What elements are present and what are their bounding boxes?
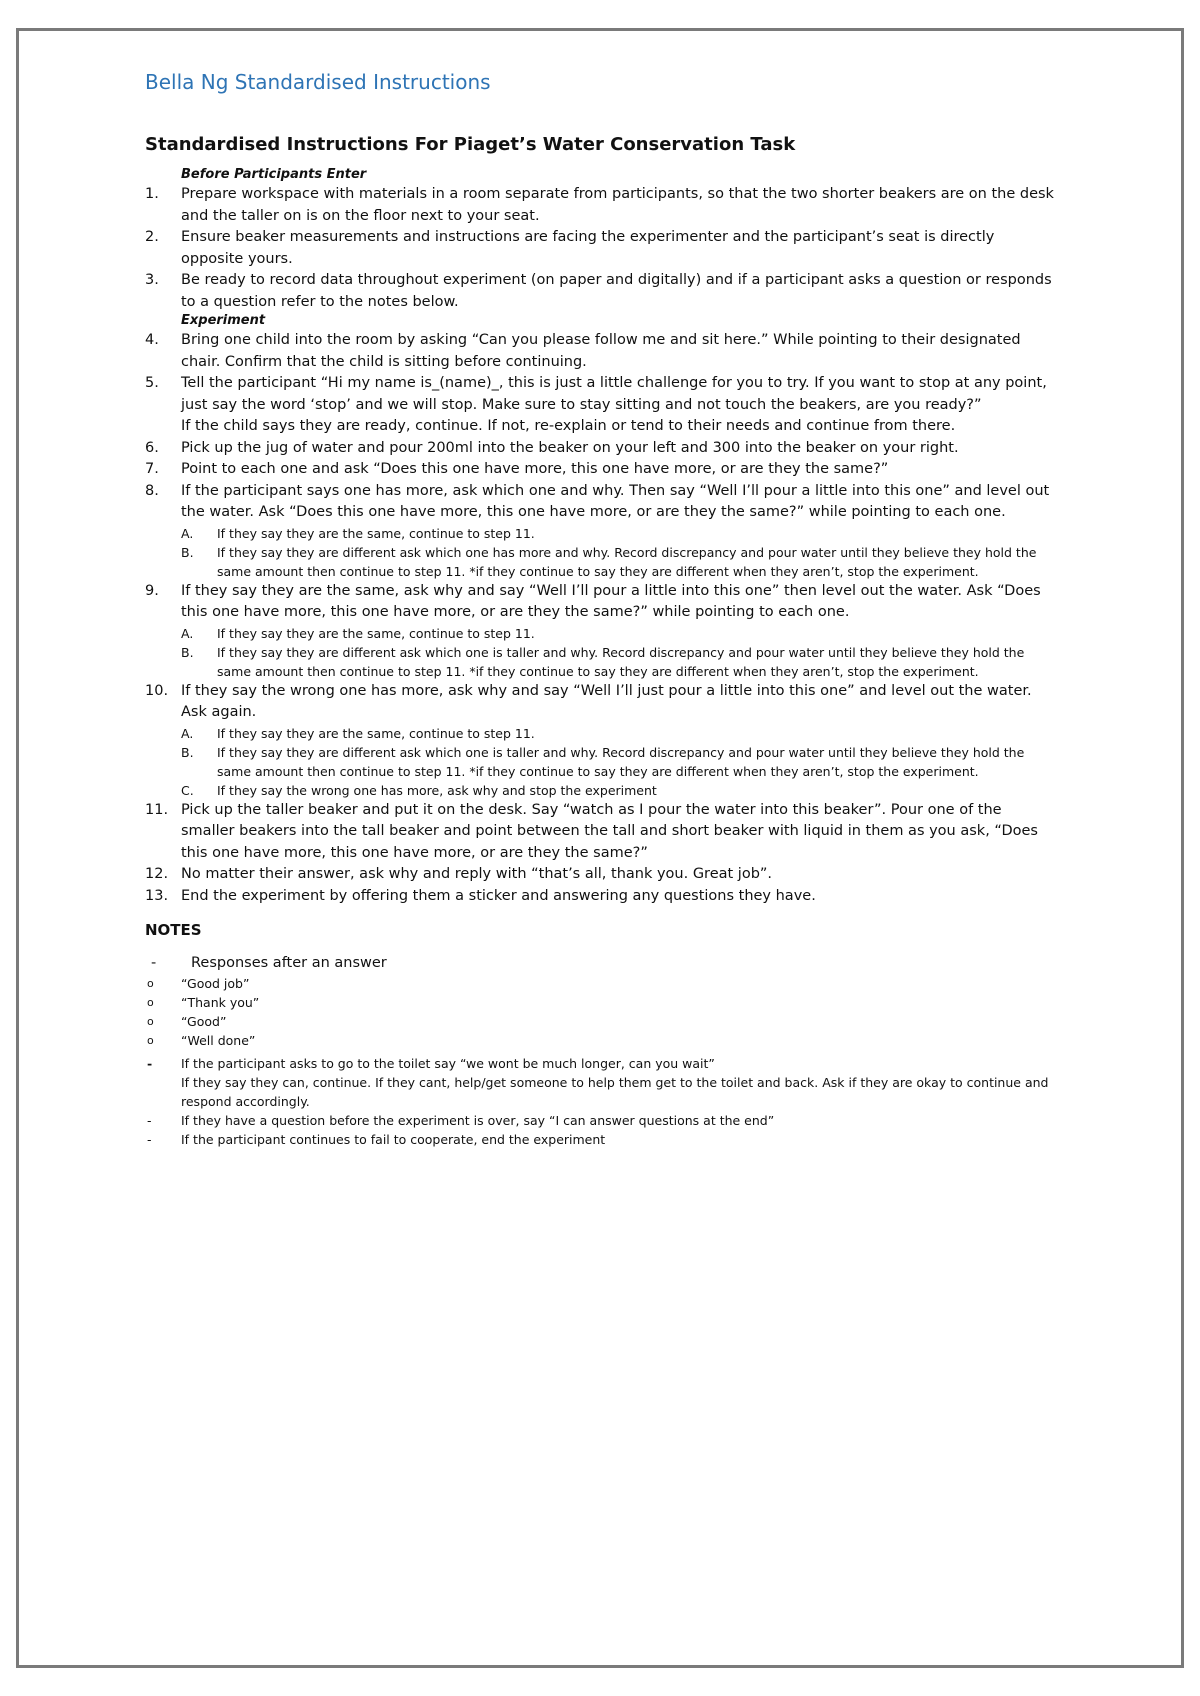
document-title: Standardised Instructions For Piaget’s Water Conservation Task [145, 134, 796, 155]
step-9 [145, 581, 1055, 624]
step-text: Bring one child into the room by asking “Can you please follow me and sit here.” While pointing to their designated chair. Confirm that the child is sitting before continuing. [181, 332, 1021, 370]
note-text: If the participant continues to fail to cooperate, end the experiment [181, 1132, 606, 1147]
note-text: Responses after an answer [191, 955, 387, 971]
step-text: Be ready to record data throughout experiment (on paper and digitally) and if a participant asks a question or responds to a question refer to the notes below. [181, 272, 1052, 310]
note-responses [145, 953, 1055, 974]
dash-bullet: - [147, 1056, 153, 1071]
step-10 [145, 681, 1055, 724]
step-12 [145, 864, 1055, 886]
dash-bullet: - [147, 1113, 152, 1128]
step-text: Point to each one and ask “Does this one have more, this one have more, or are they the same?” [181, 461, 889, 477]
note-text: If the participant asks to go to the toilet say “we wont be much longer, can you wait” [181, 1056, 715, 1071]
response-item [145, 1012, 1055, 1031]
step-text: If they say the wrong one has more, ask why and say “Well I’ll just pour a little into this one” and level out the water. Ask again. [181, 682, 1032, 720]
document-header: Bella Ng Standardised Instructions [145, 70, 491, 94]
circle-bullet-icon: o [147, 1015, 154, 1028]
sub-text: If they say they are the same, continue to step 11. [217, 725, 535, 741]
step-10-c [145, 781, 1055, 800]
step-number: 5. [145, 375, 159, 391]
step-9-b [145, 643, 1055, 681]
step-number: 10. [145, 682, 169, 699]
step-text: Tell the participant “Hi my name is_(name)_, this is just a little challenge for you to try. If you want to stop at any point, just say the word ‘stop’ and we will stop. Make sure to stay sitting and not touch the beakers, are you ready?” [181, 375, 1047, 413]
step-text: Ensure beaker measurements and instructions are facing the experimenter and the participant’s seat is directly opposite yours. [181, 229, 995, 267]
response-text: “Well done” [181, 1033, 256, 1048]
sub-text: If they say they are the same, continue to step 11. [217, 525, 535, 541]
step-text: Pick up the jug of water and pour 200ml into the beaker on your left and 300 into the beaker on your right. [181, 439, 959, 456]
step-10-b [145, 743, 1055, 781]
response-text: “Thank you” [181, 995, 260, 1010]
note-text: If they have a question before the experiment is over, say “I can answer questions at the end” [181, 1113, 775, 1128]
sub-text: If they say the wrong one has more, ask why and stop the experiment [217, 782, 657, 798]
response-text: “Good job” [181, 976, 250, 991]
step-number: 3. [145, 272, 159, 288]
step-text: No matter their answer, ask why and reply with “that’s all, thank you. Great job”. [181, 866, 773, 882]
notes-heading: NOTES [145, 921, 202, 939]
circle-bullet-icon: o [147, 996, 154, 1009]
sub-text: If they say they are different ask which one is taller and why. Record discrepancy and pour water until they believe they hold the same amount then continue to step 11. *if they continue to say they are different when they aren’t, stop the experiment. [217, 744, 1025, 779]
step-number: 13. [145, 887, 169, 904]
note-question [145, 1111, 1055, 1130]
step-8-a [145, 524, 1055, 543]
sub-letter: A. [181, 625, 194, 641]
step-10-a [145, 724, 1055, 743]
circle-bullet-icon: o [147, 977, 154, 990]
dash-bullet: - [151, 955, 157, 971]
step-11 [145, 800, 1055, 865]
step-text: If they say they are the same, ask why and say “Well I’ll pour a little into this one” then level out the water. Ask “Does this one have more, this one have more, or are they the same?” while pointing to each one. [181, 582, 1041, 620]
document-body [145, 70, 1055, 1149]
step-2 [145, 227, 1055, 270]
step-13 [145, 886, 1055, 908]
section-experiment: Experiment [181, 313, 266, 328]
sub-letter: C. [181, 782, 194, 798]
response-item [145, 993, 1055, 1012]
response-text: “Good” [181, 1014, 227, 1029]
note-fail [145, 1130, 1055, 1149]
step-number: 7. [145, 461, 159, 477]
sub-letter: B. [181, 744, 194, 760]
step-text: End the experiment by offering them a sticker and answering any questions they have. [181, 887, 816, 904]
step-text: Pick up the taller beaker and put it on the desk. Say “watch as I pour the water into this beaker”. Pour one of the smaller beakers into the tall beaker and point between the tall and short beaker with liquid in them as you ask, “Does this one have more, this one have more, or are they the same?” [181, 801, 1038, 861]
dash-bullet: - [147, 1132, 152, 1147]
note-toilet-followup [145, 1073, 1055, 1111]
step-text: Prepare workspace with materials in a room separate from participants, so that the two shorter beakers are on the desk and the taller on is on the floor next to your seat. [181, 186, 1054, 224]
step-number: 1. [145, 186, 159, 202]
step-number: 8. [145, 482, 159, 499]
response-item [145, 1031, 1055, 1050]
sub-text: If they say they are the same, continue to step 11. [217, 625, 535, 641]
step-number: 9. [145, 582, 159, 599]
sub-letter: B. [181, 644, 194, 660]
step-8 [145, 481, 1055, 524]
step-6 [145, 438, 1055, 460]
step-3 [145, 270, 1055, 313]
note-toilet [145, 1054, 1055, 1073]
sub-letter: A. [181, 525, 194, 541]
step-5 [145, 373, 1055, 416]
step-number: 2. [145, 229, 159, 245]
step-7 [145, 459, 1055, 481]
step-number: 12. [145, 866, 169, 882]
response-item [145, 974, 1055, 993]
step-9-a [145, 624, 1055, 643]
note-text: If they say they can, continue. If they cant, help/get someone to help them get to the toilet and back. Ask if they are okay to continue and respond accordingly. [181, 1075, 1049, 1109]
sub-text: If they say they are different ask which one is taller and why. Record discrepancy and pour water until they believe they hold the same amount then continue to step 11. *if they continue to say they are different when they aren’t, stop the experiment. [217, 644, 1025, 679]
step-number: 11. [145, 801, 169, 818]
step-1 [145, 184, 1055, 227]
sub-letter: A. [181, 725, 194, 741]
step-4 [145, 330, 1055, 373]
step-5-followup: If the child says they are ready, continue. If not, re-explain or tend to their needs and continue from there. [181, 418, 956, 434]
sub-text: If they say they are different ask which one has more and why. Record discrepancy and pour water until they believe they hold the same amount then continue to step 11. *if they continue to say they are different when they aren’t, stop the experiment. [217, 544, 1037, 579]
circle-bullet-icon: o [147, 1034, 154, 1047]
sub-letter: B. [181, 544, 194, 560]
step-number: 4. [145, 332, 159, 348]
step-number: 6. [145, 439, 159, 456]
step-text: If the participant says one has more, ask which one and why. Then say “Well I’ll pour a little into this one” and level out the water. Ask “Does this one have more, this one have more, or are they the same?” while pointing to each one. [181, 482, 1050, 520]
section-before-participants: Before Participants Enter [181, 167, 367, 182]
step-8-b [145, 543, 1055, 581]
